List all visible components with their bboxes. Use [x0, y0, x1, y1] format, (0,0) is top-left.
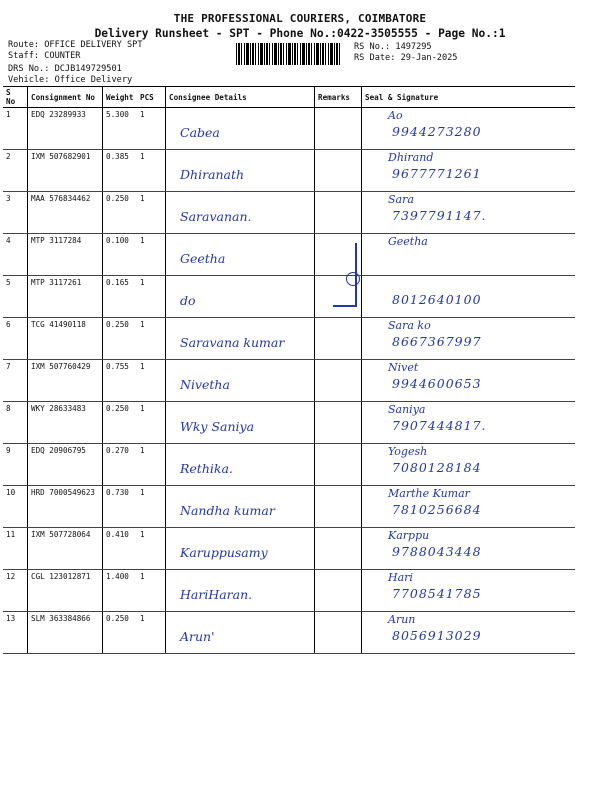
consignee-cell: [166, 486, 315, 528]
signature: Marthe Kumar: [388, 487, 470, 500]
company-title: THE PROFESSIONAL COURIERS, COIMBATORE: [173, 12, 427, 25]
signature-cell: [362, 444, 576, 486]
pcs: 1: [137, 234, 166, 276]
signature-cell: [362, 150, 576, 192]
drs-number: DRS No.: DCJB149729501: [8, 64, 122, 74]
signature: Geetha: [388, 235, 428, 248]
consignee-name: Dhiranath: [180, 167, 245, 182]
remarks: [315, 528, 362, 570]
serial-no: 6: [3, 318, 28, 360]
remarks: [315, 444, 362, 486]
weight: 0.250: [103, 612, 138, 654]
pcs: 1: [137, 612, 166, 654]
col-pcs: PCS: [137, 87, 166, 108]
remarks: [315, 150, 362, 192]
remarks: [315, 402, 362, 444]
remarks: [315, 570, 362, 612]
phone-number: 7708541785: [392, 586, 482, 601]
serial-no: 10: [3, 486, 28, 528]
table-row: [3, 318, 575, 360]
signature-cell: [362, 402, 576, 444]
signature: Sara: [388, 193, 414, 206]
pcs: 1: [137, 486, 166, 528]
consignment-no: IXM 507728064: [28, 528, 103, 570]
weight: 0.250: [103, 192, 138, 234]
consignee-name: Saravanan.: [180, 209, 252, 224]
consignment-no: HRD 7000549623: [28, 486, 103, 528]
rs-number: RS No.: 1497295: [354, 42, 432, 52]
signature-cell: [362, 108, 576, 150]
consignee-cell: [166, 402, 315, 444]
signature-cell: [362, 486, 576, 528]
signature: Hari: [388, 571, 413, 584]
weight: 0.165: [103, 276, 138, 318]
phone-number: 7080128184: [392, 460, 482, 475]
consignee-cell: [166, 108, 315, 150]
table-row: [3, 150, 575, 192]
signature-cell: [362, 276, 576, 318]
phone-number: 7907444817.: [392, 418, 487, 433]
signature: Nivet: [388, 361, 419, 374]
consignee-name: HariHaran.: [180, 587, 253, 602]
consignee-cell: [166, 276, 315, 318]
weight: 0.385: [103, 150, 138, 192]
pcs: 1: [137, 192, 166, 234]
pcs: 1: [137, 318, 166, 360]
consignee-cell: [166, 150, 315, 192]
consignment-no: IXM 507760429: [28, 360, 103, 402]
col-consignment: Consignment No: [28, 87, 103, 108]
remarks: [315, 192, 362, 234]
consignee-cell: [166, 444, 315, 486]
signature: Saniya: [388, 403, 426, 416]
table-row: [3, 234, 575, 276]
table-row: [3, 612, 575, 654]
signature-cell: [362, 570, 576, 612]
signature-cell: [362, 612, 576, 654]
consignee-name: Nandha kumar: [180, 503, 275, 518]
pcs: 1: [137, 444, 166, 486]
serial-no: 1: [3, 108, 28, 150]
consignment-no: EDQ 23289933: [28, 108, 103, 150]
signature: Arun: [388, 613, 416, 626]
signature: Dhirand: [388, 151, 434, 164]
consignment-no: EDQ 20906795: [28, 444, 103, 486]
serial-no: 7: [3, 360, 28, 402]
signature: Karppu: [388, 529, 430, 542]
signature-cell: [362, 528, 576, 570]
pcs: 1: [137, 108, 166, 150]
table-row: [3, 192, 575, 234]
route-info: [8, 40, 143, 85]
consignment-no: MTP 3117261: [28, 276, 103, 318]
weight: 0.100: [103, 234, 138, 276]
serial-no: 8: [3, 402, 28, 444]
col-sno: S No: [3, 87, 28, 108]
consignee-cell: [166, 192, 315, 234]
consignee-name: Cabea: [180, 125, 220, 140]
serial-no: 13: [3, 612, 28, 654]
table-row: [3, 444, 575, 486]
serial-no: 3: [3, 192, 28, 234]
weight: 0.250: [103, 402, 138, 444]
phone-number: 9944600653: [392, 376, 482, 391]
consignee-cell: [166, 360, 315, 402]
barcode: [236, 43, 342, 65]
weight: 1.400: [103, 570, 138, 612]
phone-number: 9944273280: [392, 124, 482, 139]
signature: Ao: [388, 109, 403, 122]
serial-no: 9: [3, 444, 28, 486]
signature: Sara ko: [388, 319, 431, 332]
consignment-no: SLM 363384866: [28, 612, 103, 654]
runsheet-subtitle: Delivery Runsheet - SPT - Phone No.:0422-3505555 - Page No.:1: [94, 27, 506, 40]
consignment-no: WKY 28633483: [28, 402, 103, 444]
remarks: [315, 318, 362, 360]
pcs: 1: [137, 528, 166, 570]
phone-number: 7810256684: [392, 502, 482, 517]
serial-no: 2: [3, 150, 28, 192]
consignee-name: Nivetha: [180, 377, 230, 392]
signature-cell: [362, 360, 576, 402]
consignment-no: IXM 507682901: [28, 150, 103, 192]
table-row: [3, 108, 575, 150]
consignee-cell: [166, 234, 315, 276]
weight: 0.250: [103, 318, 138, 360]
vehicle: Vehicle: Office Delivery: [8, 74, 133, 85]
col-remarks: Remarks: [315, 87, 362, 108]
consignee-name: Rethika.: [180, 461, 233, 476]
signature-cell: [362, 234, 576, 276]
table-row: [3, 276, 575, 318]
consignee-name: Geetha: [180, 251, 226, 266]
table-row: [3, 528, 575, 570]
consignee-cell: [166, 528, 315, 570]
table-header-row: [3, 87, 575, 108]
weight: 0.755: [103, 360, 138, 402]
remarks: [315, 360, 362, 402]
consignee-cell: [166, 612, 315, 654]
signature-cell: [362, 192, 576, 234]
col-signature: Seal & Signature: [362, 87, 576, 108]
remarks: [315, 108, 362, 150]
weight: 0.270: [103, 444, 138, 486]
table-row: [3, 402, 575, 444]
consignment-no: MTP 3117284: [28, 234, 103, 276]
rs-info: [354, 42, 457, 63]
phone-number: 8012640100: [392, 292, 482, 307]
consignee-name: do: [180, 293, 196, 308]
weight: 5.300: [103, 108, 138, 150]
consignment-no: MAA 576834462: [28, 192, 103, 234]
consignee-name: Karuppusamy: [180, 545, 268, 560]
rs-date: RS Date: 29-Jan-2025: [354, 52, 458, 63]
weight: 0.730: [103, 486, 138, 528]
table-row: [3, 570, 575, 612]
staff: Staff: COUNTER: [8, 50, 81, 61]
pcs: 1: [137, 150, 166, 192]
table-row: [3, 486, 575, 528]
consignee-name: Saravana kumar: [180, 335, 285, 350]
phone-number: 9788043448: [392, 544, 482, 559]
consignee-name: Arun': [180, 629, 215, 644]
serial-no: 12: [3, 570, 28, 612]
runsheet-table: [3, 86, 575, 654]
pcs: 1: [137, 276, 166, 318]
phone-number: 7397791147.: [392, 208, 487, 223]
signature-cell: [362, 318, 576, 360]
serial-no: 4: [3, 234, 28, 276]
weight: 0.410: [103, 528, 138, 570]
pcs: 1: [137, 402, 166, 444]
col-weight: Weight: [103, 87, 138, 108]
phone-number: 8056913029: [392, 628, 482, 643]
route: Route: OFFICE DELIVERY SPT: [8, 40, 143, 50]
consignee-cell: [166, 570, 315, 612]
remarks: [315, 612, 362, 654]
serial-no: 5: [3, 276, 28, 318]
table-row: [3, 360, 575, 402]
consignee-name: Wky Saniya: [180, 419, 255, 434]
remarks-seal: [346, 272, 360, 286]
phone-number: 9677771261: [392, 166, 482, 181]
col-consignee: Consignee Details: [166, 87, 315, 108]
consignment-no: TCG 41490118: [28, 318, 103, 360]
serial-no: 11: [3, 528, 28, 570]
pcs: 1: [137, 570, 166, 612]
consignee-cell: [166, 318, 315, 360]
pcs: 1: [137, 360, 166, 402]
remarks: [315, 486, 362, 528]
phone-number: 8667367997: [392, 334, 482, 349]
consignment-no: CGL 123012871: [28, 570, 103, 612]
signature: Yogesh: [388, 445, 428, 458]
